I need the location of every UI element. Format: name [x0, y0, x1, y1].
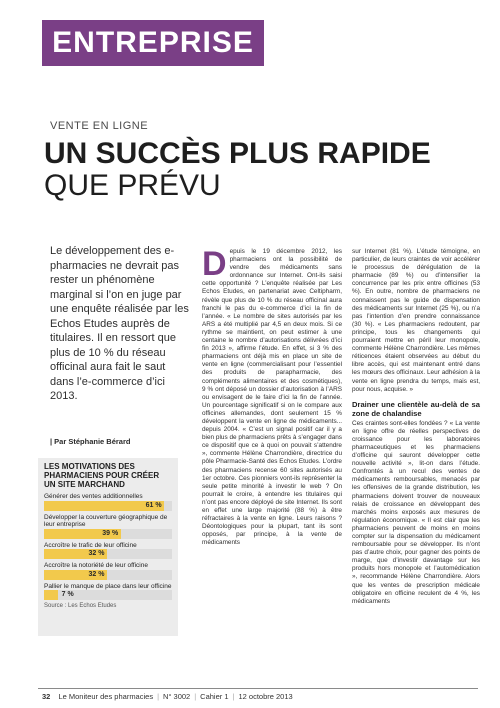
publication-name: Le Moniteur des pharmacies	[58, 692, 154, 701]
bar-value: 32 %	[88, 550, 105, 557]
bar-row	[44, 493, 172, 511]
box-title: LES MOTIVATIONS DES PHARMACIENS POUR CRÉER UN SITE MARCHAND	[44, 462, 160, 489]
bar-label: Pallier le manque de place dans leur officine	[44, 582, 172, 590]
cahier: Cahier 1	[200, 692, 229, 701]
bar-label: Accroître le trafic de leur officine	[44, 541, 137, 549]
bar-label: Développer la couverture géographique de leur entreprise	[44, 513, 168, 528]
bar-track	[44, 549, 172, 559]
page-number: 32	[42, 692, 51, 701]
box-source: Source : Les Echos Etudes	[44, 603, 117, 609]
subheading: Drainer une clientèle au-delà de sa zone de chalandise	[352, 399, 480, 418]
body-text-2b: Ces craintes sont-elles fondées ? « La vente en ligne offre de réelles perspectives de croissance pour les laboratoires pharmaceutiques et les pharmaciens d’officine qui sauront développer cette nouvelle activité », lit-on dans l’étude. Confrontés à un recul des ventes de médicaments remboursables, menacés par les offensives de la grande distribution, les pharmaciens doivent trouver de nouveaux relais de croissance en développant des marchés moins exposés aux mesures de régulation économique. « Il est clair que les pharmaciens peuvent de moins en moins compter sur la dispensation du médicament remboursable pour se développer. Ils n’ont pas d’autre choix, pour gagner des points de marge, que d’investir davantage sur les produits hors monopole et l’automédication », recommande Hélène Charrondière. Alors que les ventes de prescription médicale obligatoire en officine reculent de 4 %, les médicaments	[352, 419, 480, 605]
bar-row	[44, 562, 172, 580]
title-bold: UN SUCCÈS PLUS RAPIDE	[44, 137, 431, 170]
motivations-box	[38, 458, 178, 636]
body-text-2a: sur Internet (81 %). L’étude témoigne, en particulier, de leurs craintes de voir accélérer le processus de dérégulation de la pharmacie (89 %) ou d’intensifier la concurrence par les prix entre officines (53 %). En outre, nombre de pharmaciens ne connaissent pas le guide de dispensation des médicaments sur Internet (25 %), ou n’a pas l’intention d’en prendre connaissance (30 %). « Les pharmaciens redoutent, par principe, tous les changements qui pourraient mettre en péril leur monopole, commente Hélène Charrondière. Les mêmes réticences étaient observées au début du libre accès, qui est maintenant entré dans les mœurs des officinaux. Leur adhésion à la vente en ligne prendra du temps, mais est, pour nous, acquise. »	[352, 248, 480, 393]
article-lede: Le développement des e-pharmacies ne devrait pas rester un phénomène marginal si l’on en juge par une enquête réalisée par les Echos Etudes auprès de titulaires. Il en ressort que plus de 10 % du réseau officinal aura fait le saut dans l’e-commerce d’ici 2013.	[50, 245, 189, 402]
drop-cap: D	[202, 245, 227, 283]
bar-value: 39 %	[102, 529, 119, 537]
article-kicker: VENTE EN LIGNE	[50, 120, 149, 132]
footer-rule	[38, 688, 478, 689]
section-banner: ENTREPRISE	[42, 20, 264, 66]
bar-row	[44, 583, 172, 601]
issue-number: N° 3002	[163, 692, 191, 701]
body-text-1: epuis le 19 décembre 2012, les pharmaciens ont la possibilité de vendre des médicaments sans ordonnance sur Internet. Ont-ils saisi cette opportunité ? L’enquête réalisée par Les Echos Etudes, en partenariat avec Celtipharm, révèle que plus de 10 % du réseau officinal aura franchi le pas du e-commerce d’ici la fin de l’année. « Le nombre de sites autorisés par les ARS a été multiplié par 4,5 en deux mois. Si ce rythme se maintient, on peut estimer à une centaine le nombre d’autorisations délivrées d’ici fin 2013 », affirme l’étude. En effet, si 3 % des pharmaciens ont déjà mis en place un site de vente en ligne (commercialisant pour l’essentiel des produits de parapharmacie, des compléments alimentaires et des cosmétiques), 9 % ont déposé un dossier d’autorisation à l’ARS ou envisagent de le faire d’ici la fin de l’année. Un pourcentage significatif si on le compare aux officines allemandes, dont seulement 15 % développent la vente en ligne de médicaments... depuis 2004. « C’est un signal positif car il y a bien plus de pharmaciens prêts à s’engager dans ce dispositif que ce à quoi on pouvait s’attendre », commente Hélène Charrondière, directrice du pôle Pharmacie-Santé des Echos Etudes. L’ordre des pharmaciens recense 60 sites autorisés au 1er octobre. Ces pionniers vont-ils représenter la seule petite minorité à investir le web ? On pourrait le croire, à entendre les titulaires qui n’ont pas encore déployé de site Internet. Ils sont en effet une large majorité (88 %) à être réfractaires à la vente en ligne. Leurs raisons ? Déontologiques pour la plupart, tant ils sont opposés, par principe, à la vente de médicaments	[202, 248, 342, 547]
bar-value: 32 %	[88, 570, 105, 578]
bar-track	[44, 590, 172, 600]
issue-date: 12 octobre 2013	[238, 692, 293, 701]
body-column-2	[352, 248, 480, 606]
article-title	[44, 138, 464, 202]
bar-value: 61 %	[145, 501, 162, 509]
body-column-1	[202, 245, 342, 547]
bar-track	[44, 529, 172, 539]
bar-fill	[44, 590, 58, 600]
byline: | Par Stéphanie Bérard	[50, 437, 131, 446]
bar-label: Générer des ventes additionnelles	[44, 493, 143, 500]
bar-list	[44, 493, 172, 600]
bar-track	[44, 501, 172, 511]
bar-row	[44, 542, 172, 560]
bar-value: 7 %	[61, 591, 74, 598]
bar-label: Accroître la notoriété de leur officine	[44, 562, 148, 569]
title-light: QUE PRÉVU	[44, 169, 221, 202]
page-footer: 32 Le Moniteur des pharmacies | N° 3002 | Cahier 1 | 12 octobre 2013	[42, 692, 293, 701]
bar-track	[44, 570, 172, 580]
bar-row	[44, 514, 172, 539]
